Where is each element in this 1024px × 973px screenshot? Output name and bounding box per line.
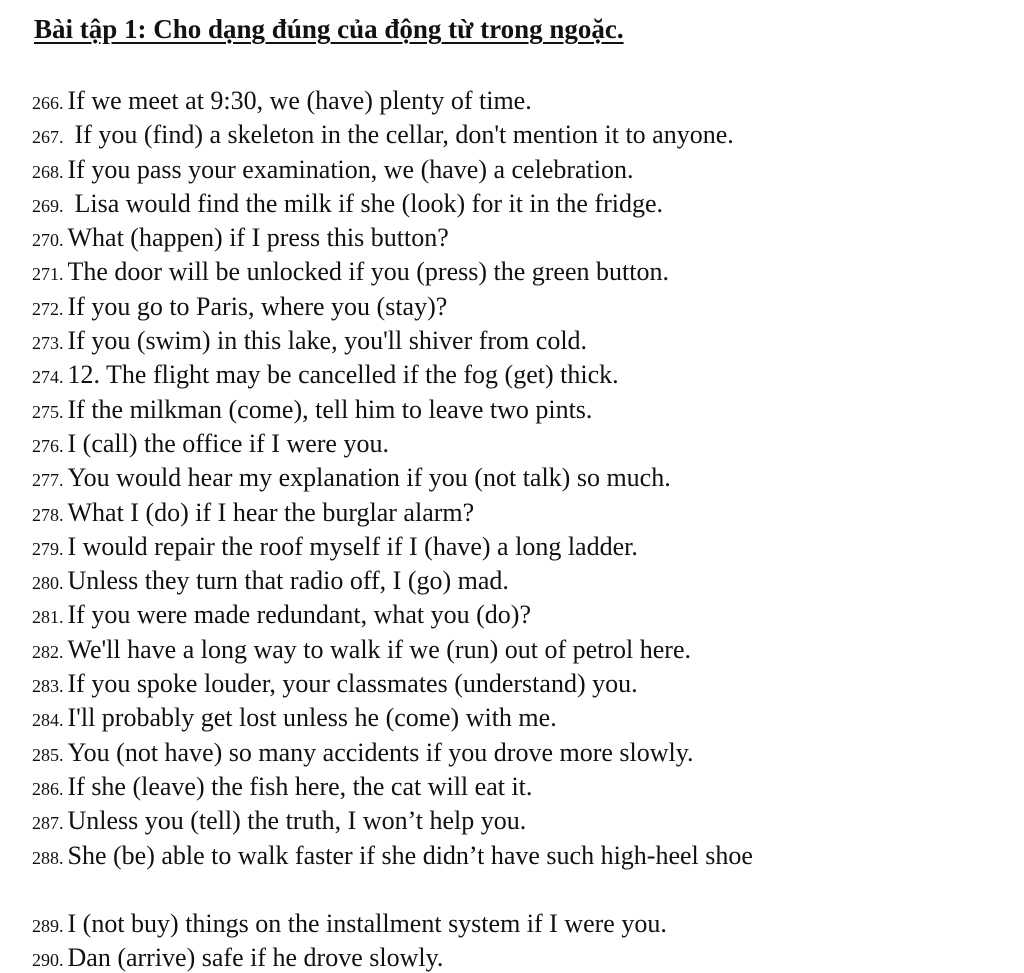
- item-text: Lisa would find the milk if she (look) for it in the fridge.: [74, 188, 663, 218]
- item-text: I (call) the office if I were you.: [67, 428, 389, 458]
- item-text: The door will be unlocked if you (press) the green button.: [67, 257, 669, 287]
- item-text: 12. The flight may be cancelled if the fog (get) thick.: [67, 360, 619, 390]
- exercise-item-284: [32, 701, 992, 735]
- item-number: 279.: [32, 538, 64, 559]
- item-text: If you pass your examination, we (have) a celebration.: [67, 154, 634, 184]
- item-text: What I (do) if I hear the burglar alarm?: [67, 497, 475, 527]
- exercise-item-282: [32, 633, 992, 667]
- exercise-item-277: [32, 461, 992, 495]
- item-text: If she (leave) the fish here, the cat will eat it.: [67, 771, 533, 801]
- item-number: 286.: [32, 778, 64, 799]
- item-text: If the milkman (come), tell him to leave two pints.: [67, 394, 593, 424]
- item-number: 266.: [32, 93, 64, 113]
- item-number: 290.: [32, 950, 64, 971]
- exercise-item-290: [32, 941, 992, 973]
- item-text: You (not have) so many accidents if you drove more slowly.: [67, 737, 694, 767]
- item-number: 289.: [32, 915, 64, 936]
- exercise-item-274: [32, 358, 992, 392]
- exercise-item-289: [32, 907, 992, 941]
- exercise-item-281: [32, 598, 992, 632]
- item-text: I'll probably get lost unless he (come) with me.: [67, 703, 557, 733]
- item-text: If you (swim) in this lake, you'll shiver from cold.: [67, 326, 588, 356]
- item-text: I (not buy) things on the installment system if I were you.: [67, 908, 667, 938]
- item-number: 287.: [32, 813, 64, 834]
- item-text: I would repair the roof myself if I (have) a long ladder.: [67, 531, 638, 561]
- item-text: If you (find) a skeleton in the cellar, don't mention it to anyone.: [74, 120, 734, 150]
- exercise-item-285: [32, 736, 992, 770]
- item-number: 285.: [32, 744, 64, 765]
- exercise-item-268: [32, 153, 992, 187]
- exercise-list: [32, 84, 992, 973]
- exercise-item-270: [32, 221, 992, 255]
- item-text: We'll have a long way to walk if we (run) out of petrol here.: [67, 634, 691, 664]
- item-number: 271.: [32, 264, 64, 285]
- item-text: You would hear my explanation if you (not talk) so much.: [67, 463, 671, 493]
- item-text: If you were made redundant, what you (do)?: [67, 600, 531, 630]
- item-text: If you spoke louder, your classmates (understand) you.: [67, 669, 638, 699]
- exercise-item-275: [32, 393, 992, 427]
- item-text: What (happen) if I press this button?: [67, 223, 449, 253]
- item-number: 280.: [32, 573, 64, 594]
- exercise-item-269: [32, 187, 992, 221]
- item-number: 274.: [32, 367, 64, 388]
- exercise-item-283: [32, 667, 992, 701]
- exercise-item-267: [32, 118, 992, 152]
- exercise-title: Bài tập 1: Cho dạng đúng của động từ trong ngoặc.: [34, 14, 624, 44]
- item-number: 278.: [32, 504, 64, 525]
- exercise-item-273: [32, 324, 992, 358]
- item-number: 284.: [32, 710, 64, 731]
- exercise-item-287: [32, 804, 992, 838]
- exercise-item-266: [32, 84, 992, 118]
- item-number: 276.: [32, 435, 64, 456]
- item-text: She (be) able to walk faster if she didn’t have such high-heel shoe: [67, 840, 753, 870]
- item-number: 288.: [32, 847, 64, 868]
- exercise-item-286: [32, 770, 992, 804]
- item-number: 267.: [32, 127, 64, 148]
- item-number: 275.: [32, 401, 64, 422]
- exercise-item-280: [32, 564, 992, 598]
- item-number: 269.: [32, 195, 64, 216]
- item-text: Dan (arrive) safe if he drove slowly.: [67, 943, 444, 973]
- item-text: Unless they turn that radio off, I (go) mad.: [67, 566, 509, 596]
- item-text: If we meet at 9:30, we (have) plenty of time.: [67, 86, 532, 115]
- item-number: 283.: [32, 676, 64, 697]
- item-number: 281.: [32, 607, 64, 628]
- item-number: 270.: [32, 230, 64, 251]
- item-number: 282.: [32, 641, 64, 662]
- item-text: Unless you (tell) the truth, I won’t help you.: [67, 806, 527, 836]
- item-text: If you go to Paris, where you (stay)?: [67, 291, 448, 321]
- exercise-item-288: [32, 839, 992, 873]
- exercise-item-271: [32, 255, 992, 289]
- exercise-item-272: [32, 290, 992, 324]
- exercise-item-278: [32, 496, 992, 530]
- exercise-item-276: [32, 427, 992, 461]
- item-number: 272.: [32, 298, 64, 319]
- item-number: 268.: [32, 161, 64, 182]
- item-number: 277.: [32, 470, 64, 491]
- exercise-item-279: [32, 530, 992, 564]
- item-number: 273.: [32, 333, 64, 354]
